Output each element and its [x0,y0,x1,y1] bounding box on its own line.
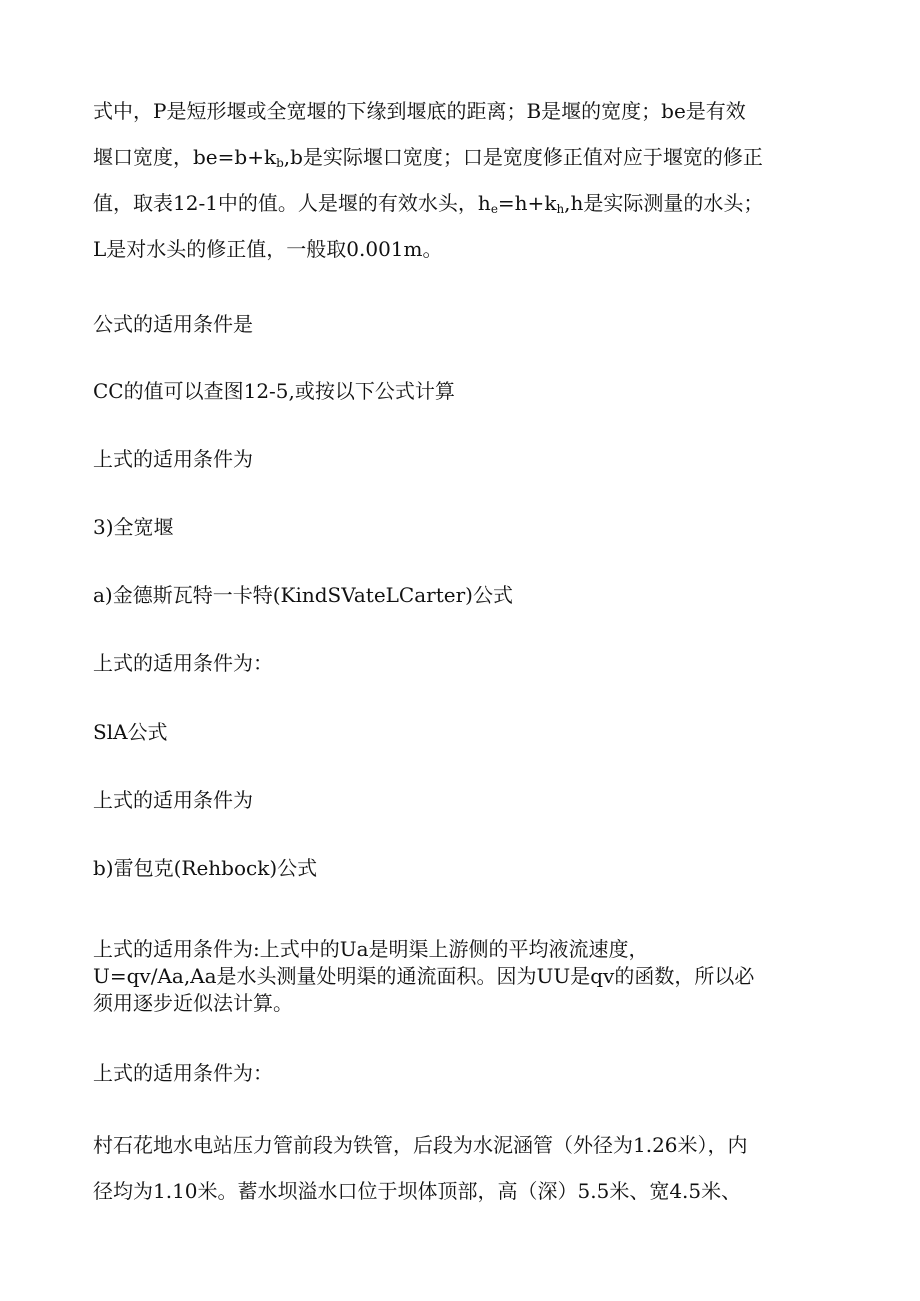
subscript: b [276,156,284,170]
text-line [93,134,763,180]
subscript: e [490,202,498,216]
text-line: U=qv/Aa,Aa是水头测量处明渠的通流面积。因为UU是qv的函数，所以必 [93,964,755,988]
paragraph-rehbock-conditions [93,936,754,1017]
paragraph-hydropower-station [93,1122,748,1214]
text-span: ,h是实际测量的水头； [564,191,764,215]
text-span: ,b是实际堰口宽度；口是宽度修正值对应于堰宽的修正 [283,145,763,169]
text-line: 须用逐步近似法计算。 [93,991,293,1015]
subsection-heading-kindsvater-carter: a)金德斯瓦特一卡特(KindSVateLCarter)公式 [93,583,513,607]
paragraph-applicability: 上式的适用条件为 [93,447,253,471]
paragraph-applicability: 上式的适用条件为： [93,651,273,675]
paragraph-formula-definitions [93,88,763,272]
section-heading-full-width-weir: 3)全宽堰 [93,515,174,539]
paragraph-cc-value: CC的值可以查图12-5,或按以下公式计算 [93,379,455,403]
text-line: L是对水头的修正值，一般取0.001m。 [93,237,443,261]
paragraph-applicability: 公式的适用条件是 [93,312,253,336]
paragraph-applicability: 上式的适用条件为 [93,788,253,812]
text-span: =h+k [497,191,557,215]
text-line [93,180,763,226]
subscript: h [556,202,565,216]
text-span: 堰口宽度，be=b+k [93,145,277,169]
text-span: 值，取表12-1中的值。人是堰的有效水头，h [93,191,491,215]
text-line: 村石花地水电站压力管前段为铁管，后段为水泥涵管（外径为1.26米），内 [93,1133,748,1157]
text-line: 式中，P是短形堰或全宽堰的下缘到堰底的距离；B是堰的宽度；be是有效 [93,99,746,123]
paragraph-applicability: 上式的适用条件为： [93,1061,273,1085]
paragraph-sia-formula: SlA公式 [93,720,168,744]
subsection-heading-rehbock: b)雷包克(Rehbock)公式 [93,856,318,880]
text-line: 径均为1.10米。蓄水坝溢水口位于坝体顶部，高（深）5.5米、宽4.5米、 [93,1179,742,1203]
text-line: 上式的适用条件为:上式中的Ua是明渠上游侧的平均液流速度， [93,937,649,961]
